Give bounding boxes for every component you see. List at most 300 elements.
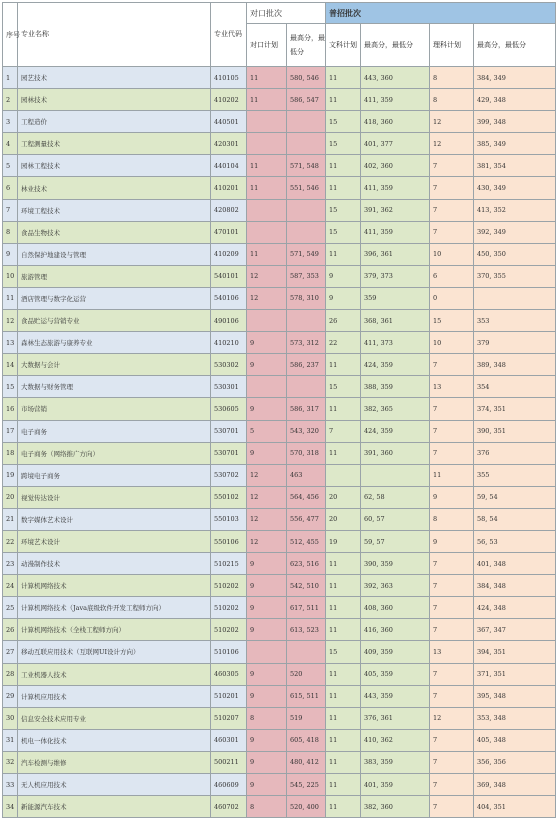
cell-dk-plan: 9 (247, 597, 287, 619)
table-row (3, 751, 556, 773)
cell-major: 工程测量技术 (18, 133, 211, 155)
cell-code: 410201 (211, 177, 247, 199)
cell-dk-plan: 8 (247, 707, 287, 729)
cell-major: 工业机器人技术 (18, 663, 211, 685)
cell-dk-plan: 12 (247, 265, 287, 287)
group-header-row (3, 3, 556, 24)
cell-lk-plan: 12 (430, 111, 474, 133)
cell-dk-score: 545, 225 (287, 774, 326, 796)
cell-dk-score: 623, 516 (287, 553, 326, 575)
table-row (3, 685, 556, 707)
cell-wk-plan: 19 (326, 530, 361, 552)
cell-code: 410202 (211, 89, 247, 111)
cell-wk-plan (326, 464, 361, 486)
cell-lk-score: 381, 354 (474, 155, 556, 177)
cell-dk-score: 586, 547 (287, 89, 326, 111)
cell-wk-plan: 15 (326, 111, 361, 133)
cell-code: 550106 (211, 530, 247, 552)
admission-table (2, 2, 556, 818)
cell-dk-score: 556, 477 (287, 508, 326, 530)
cell-lk-plan: 7 (430, 177, 474, 199)
cell-no: 9 (3, 243, 18, 265)
cell-no: 14 (3, 354, 18, 376)
cell-dk-plan: 12 (247, 508, 287, 530)
cell-lk-score: 404, 351 (474, 796, 556, 818)
cell-lk-plan: 11 (430, 464, 474, 486)
cell-wk-score: 391, 362 (361, 199, 430, 221)
cell-dk-plan: 9 (247, 729, 287, 751)
cell-code: 490106 (211, 310, 247, 332)
header-wk-plan: 文科计划 (326, 24, 361, 67)
cell-lk-plan: 7 (430, 729, 474, 751)
cell-no: 33 (3, 774, 18, 796)
cell-no: 3 (3, 111, 18, 133)
cell-dk-score: 520 (287, 663, 326, 685)
cell-code: 460301 (211, 729, 247, 751)
cell-dk-plan (247, 221, 287, 243)
cell-lk-plan: 7 (430, 221, 474, 243)
cell-major: 移动互联应用技术（互联网UI设计方向） (18, 641, 211, 663)
header-code: 专业代码 (211, 3, 247, 67)
cell-wk-score: 390, 359 (361, 553, 430, 575)
cell-code: 510202 (211, 575, 247, 597)
cell-dk-score: 571, 549 (287, 243, 326, 265)
cell-major: 园林工程技术 (18, 155, 211, 177)
cell-wk-score: 402, 360 (361, 155, 430, 177)
cell-code: 460305 (211, 663, 247, 685)
cell-lk-plan: 7 (430, 575, 474, 597)
cell-major: 计算机网络技术（Java底级软件开发工程师方向） (18, 597, 211, 619)
cell-wk-plan: 11 (326, 774, 361, 796)
table-row (3, 287, 556, 309)
cell-dk-plan: 9 (247, 751, 287, 773)
cell-no: 26 (3, 619, 18, 641)
cell-code: 540101 (211, 265, 247, 287)
cell-lk-score: 385, 349 (474, 133, 556, 155)
cell-lk-score: 389, 348 (474, 354, 556, 376)
group-header-puzhao: 普招批次 (326, 3, 556, 24)
cell-wk-plan: 7 (326, 420, 361, 442)
cell-dk-plan: 9 (247, 354, 287, 376)
table-row (3, 774, 556, 796)
cell-dk-score (287, 641, 326, 663)
cell-wk-plan: 11 (326, 796, 361, 818)
header-major: 专业名称 (18, 3, 211, 67)
cell-lk-plan: 13 (430, 641, 474, 663)
cell-no: 5 (3, 155, 18, 177)
cell-lk-plan: 8 (430, 89, 474, 111)
cell-wk-score: 409, 359 (361, 641, 430, 663)
cell-lk-score: 384, 348 (474, 575, 556, 597)
cell-major: 数字媒体艺术设计 (18, 508, 211, 530)
cell-wk-score: 368, 361 (361, 310, 430, 332)
cell-wk-plan: 9 (326, 265, 361, 287)
cell-lk-plan: 7 (430, 420, 474, 442)
cell-major: 计算机应用技术 (18, 685, 211, 707)
cell-major: 森林生态旅游与康养专业 (18, 332, 211, 354)
cell-code: 530301 (211, 376, 247, 398)
cell-code: 460702 (211, 796, 247, 818)
cell-lk-plan: 7 (430, 354, 474, 376)
cell-lk-plan: 7 (430, 774, 474, 796)
cell-major: 市场营销 (18, 398, 211, 420)
cell-lk-score: 355 (474, 464, 556, 486)
cell-dk-plan: 9 (247, 774, 287, 796)
cell-no: 32 (3, 751, 18, 773)
cell-major: 新能源汽车技术 (18, 796, 211, 818)
cell-dk-score: 617, 511 (287, 597, 326, 619)
cell-code: 530702 (211, 464, 247, 486)
cell-lk-score: 405, 348 (474, 729, 556, 751)
cell-wk-score: 62, 58 (361, 486, 430, 508)
cell-major: 电子商务（网络推广方向） (18, 442, 211, 464)
cell-lk-score: 394, 351 (474, 641, 556, 663)
cell-wk-plan: 15 (326, 376, 361, 398)
header-dk-plan: 对口计划 (247, 24, 287, 67)
cell-wk-plan: 11 (326, 354, 361, 376)
cell-dk-score: 587, 353 (287, 265, 326, 287)
table-row (3, 243, 556, 265)
cell-lk-score: 399, 348 (474, 111, 556, 133)
cell-no: 13 (3, 332, 18, 354)
cell-wk-plan: 11 (326, 751, 361, 773)
cell-dk-score (287, 111, 326, 133)
cell-no: 27 (3, 641, 18, 663)
cell-code: 420802 (211, 199, 247, 221)
table-row (3, 354, 556, 376)
cell-wk-plan: 15 (326, 641, 361, 663)
cell-no: 28 (3, 663, 18, 685)
cell-lk-score: 424, 348 (474, 597, 556, 619)
cell-code: 550102 (211, 486, 247, 508)
cell-dk-plan: 12 (247, 530, 287, 552)
cell-no: 31 (3, 729, 18, 751)
cell-wk-plan: 9 (326, 287, 361, 309)
cell-wk-plan: 11 (326, 663, 361, 685)
cell-dk-score: 613, 523 (287, 619, 326, 641)
cell-code: 540106 (211, 287, 247, 309)
table-row (3, 177, 556, 199)
cell-no: 18 (3, 442, 18, 464)
cell-no: 19 (3, 464, 18, 486)
cell-wk-plan: 20 (326, 508, 361, 530)
cell-wk-plan: 15 (326, 221, 361, 243)
cell-wk-plan: 15 (326, 199, 361, 221)
cell-lk-score: 430, 349 (474, 177, 556, 199)
cell-dk-score: 571, 548 (287, 155, 326, 177)
cell-dk-score: 480, 412 (287, 751, 326, 773)
cell-dk-plan: 11 (247, 67, 287, 89)
cell-dk-score: 519 (287, 707, 326, 729)
cell-major: 食品贮运与营销专业 (18, 310, 211, 332)
cell-dk-plan (247, 310, 287, 332)
cell-code: 410210 (211, 332, 247, 354)
cell-lk-score: 353, 348 (474, 707, 556, 729)
cell-major: 林业技术 (18, 177, 211, 199)
cell-major: 工程造价 (18, 111, 211, 133)
cell-code: 410209 (211, 243, 247, 265)
cell-dk-score: 580, 546 (287, 67, 326, 89)
table-row (3, 707, 556, 729)
cell-code: 510201 (211, 685, 247, 707)
cell-code: 510215 (211, 553, 247, 575)
cell-dk-plan: 5 (247, 420, 287, 442)
table-row (3, 221, 556, 243)
cell-dk-plan: 9 (247, 332, 287, 354)
header-no: 序号 (3, 3, 18, 67)
table-row (3, 619, 556, 641)
cell-code: 530701 (211, 442, 247, 464)
table-row (3, 199, 556, 221)
cell-code: 500211 (211, 751, 247, 773)
table-row (3, 111, 556, 133)
cell-wk-score: 408, 360 (361, 597, 430, 619)
cell-major: 计算机网络技术 (18, 575, 211, 597)
cell-major: 大数据与会计 (18, 354, 211, 376)
table-row (3, 796, 556, 818)
cell-dk-score: 570, 318 (287, 442, 326, 464)
group-header-duikou: 对口批次 (247, 3, 326, 24)
cell-wk-score: 391, 360 (361, 442, 430, 464)
cell-lk-score: 354 (474, 376, 556, 398)
table-row (3, 89, 556, 111)
cell-code: 410105 (211, 67, 247, 89)
cell-lk-score (474, 287, 556, 309)
header-lk-plan: 理科计划 (430, 24, 474, 67)
cell-no: 21 (3, 508, 18, 530)
cell-wk-score: 379, 373 (361, 265, 430, 287)
cell-no: 22 (3, 530, 18, 552)
cell-major: 机电一体化技术 (18, 729, 211, 751)
cell-no: 1 (3, 67, 18, 89)
cell-wk-score: 405, 359 (361, 663, 430, 685)
table-row (3, 67, 556, 89)
cell-no: 16 (3, 398, 18, 420)
cell-code: 460609 (211, 774, 247, 796)
cell-wk-score: 411, 359 (361, 89, 430, 111)
cell-no: 11 (3, 287, 18, 309)
cell-lk-score: 58, 54 (474, 508, 556, 530)
cell-major: 自然保护地建设与管理 (18, 243, 211, 265)
table-row (3, 310, 556, 332)
cell-major: 计算机网络技术（全栈工程师方向） (18, 619, 211, 641)
cell-major: 环境工程技术 (18, 199, 211, 221)
cell-major: 动漫制作技术 (18, 553, 211, 575)
cell-lk-plan: 7 (430, 751, 474, 773)
cell-lk-plan: 0 (430, 287, 474, 309)
cell-lk-plan: 7 (430, 597, 474, 619)
cell-no: 25 (3, 597, 18, 619)
cell-code: 470101 (211, 221, 247, 243)
cell-wk-score: 411, 359 (361, 221, 430, 243)
cell-wk-plan: 11 (326, 575, 361, 597)
cell-no: 7 (3, 199, 18, 221)
cell-dk-plan: 9 (247, 398, 287, 420)
cell-lk-plan: 8 (430, 508, 474, 530)
table-row (3, 332, 556, 354)
cell-lk-score: 401, 348 (474, 553, 556, 575)
table-row (3, 486, 556, 508)
cell-major: 食品生物技术 (18, 221, 211, 243)
table-row (3, 663, 556, 685)
cell-major: 视觉传达设计 (18, 486, 211, 508)
cell-lk-plan: 13 (430, 376, 474, 398)
cell-wk-score: 382, 360 (361, 796, 430, 818)
cell-lk-plan: 10 (430, 243, 474, 265)
cell-dk-plan: 11 (247, 89, 287, 111)
cell-code: 420301 (211, 133, 247, 155)
cell-wk-plan: 11 (326, 89, 361, 111)
header-dk-score: 最高分，最低分 (287, 24, 326, 67)
cell-dk-plan: 12 (247, 464, 287, 486)
cell-no: 15 (3, 376, 18, 398)
table-row (3, 155, 556, 177)
cell-no: 8 (3, 221, 18, 243)
cell-dk-score: 543, 320 (287, 420, 326, 442)
cell-lk-score: 384, 349 (474, 67, 556, 89)
table-row (3, 575, 556, 597)
cell-dk-plan: 9 (247, 619, 287, 641)
cell-dk-score: 551, 546 (287, 177, 326, 199)
cell-no: 6 (3, 177, 18, 199)
cell-lk-plan: 10 (430, 332, 474, 354)
cell-dk-plan (247, 133, 287, 155)
cell-dk-plan: 11 (247, 243, 287, 265)
cell-wk-plan: 11 (326, 597, 361, 619)
cell-dk-score: 512, 455 (287, 530, 326, 552)
cell-dk-plan (247, 111, 287, 133)
cell-major: 酒店管理与数字化运营 (18, 287, 211, 309)
cell-wk-score: 410, 362 (361, 729, 430, 751)
cell-code: 510207 (211, 707, 247, 729)
cell-dk-plan: 9 (247, 553, 287, 575)
cell-wk-plan: 20 (326, 486, 361, 508)
cell-no: 17 (3, 420, 18, 442)
cell-major: 跨境电子商务 (18, 464, 211, 486)
cell-dk-plan: 9 (247, 663, 287, 685)
cell-lk-plan: 7 (430, 553, 474, 575)
cell-lk-plan: 7 (430, 619, 474, 641)
cell-no: 23 (3, 553, 18, 575)
table-row (3, 420, 556, 442)
cell-major: 电子商务 (18, 420, 211, 442)
table-row (3, 464, 556, 486)
cell-lk-plan: 7 (430, 663, 474, 685)
cell-code: 550103 (211, 508, 247, 530)
cell-dk-plan (247, 199, 287, 221)
cell-dk-score (287, 221, 326, 243)
cell-wk-score: 401, 359 (361, 774, 430, 796)
cell-lk-score: 367, 347 (474, 619, 556, 641)
cell-major: 大数据与财务管理 (18, 376, 211, 398)
cell-lk-score: 395, 348 (474, 685, 556, 707)
table-row (3, 553, 556, 575)
cell-wk-score: 383, 359 (361, 751, 430, 773)
cell-no: 29 (3, 685, 18, 707)
cell-no: 10 (3, 265, 18, 287)
cell-wk-plan: 22 (326, 332, 361, 354)
cell-wk-score: 443, 360 (361, 67, 430, 89)
cell-wk-plan: 11 (326, 707, 361, 729)
cell-lk-score: 390, 351 (474, 420, 556, 442)
cell-code: 510202 (211, 597, 247, 619)
cell-lk-plan: 7 (430, 199, 474, 221)
cell-major: 信息安全技术应用专业 (18, 707, 211, 729)
cell-dk-score: 586, 317 (287, 398, 326, 420)
cell-no: 20 (3, 486, 18, 508)
cell-major: 园林技术 (18, 89, 211, 111)
cell-code: 530302 (211, 354, 247, 376)
cell-lk-score: 353 (474, 310, 556, 332)
cell-major: 汽车检测与维修 (18, 751, 211, 773)
cell-wk-score: 392, 363 (361, 575, 430, 597)
cell-wk-score: 376, 361 (361, 707, 430, 729)
cell-no: 2 (3, 89, 18, 111)
cell-wk-plan: 26 (326, 310, 361, 332)
cell-major: 旅游管理 (18, 265, 211, 287)
cell-dk-score: 578, 310 (287, 287, 326, 309)
table-row (3, 398, 556, 420)
table-row (3, 376, 556, 398)
header-wk-score: 最高分，最低分 (361, 24, 430, 67)
cell-dk-score (287, 133, 326, 155)
table-row (3, 265, 556, 287)
cell-wk-score: 401, 377 (361, 133, 430, 155)
cell-no: 12 (3, 310, 18, 332)
cell-lk-score: 450, 350 (474, 243, 556, 265)
cell-lk-score: 56, 53 (474, 530, 556, 552)
table-row (3, 133, 556, 155)
table-row (3, 729, 556, 751)
cell-wk-score: 411, 373 (361, 332, 430, 354)
cell-no: 24 (3, 575, 18, 597)
cell-lk-score: 429, 348 (474, 89, 556, 111)
cell-no: 4 (3, 133, 18, 155)
cell-lk-score: 370, 355 (474, 265, 556, 287)
cell-dk-plan (247, 641, 287, 663)
cell-no: 34 (3, 796, 18, 818)
cell-wk-score: 382, 365 (361, 398, 430, 420)
cell-code: 530605 (211, 398, 247, 420)
cell-lk-plan: 7 (430, 442, 474, 464)
cell-code: 440104 (211, 155, 247, 177)
cell-dk-score: 520, 400 (287, 796, 326, 818)
cell-lk-plan: 7 (430, 796, 474, 818)
header-lk-score: 最高分，最低分 (474, 24, 556, 67)
cell-wk-score: 396, 361 (361, 243, 430, 265)
cell-dk-plan: 11 (247, 177, 287, 199)
cell-lk-plan: 7 (430, 685, 474, 707)
cell-dk-score (287, 376, 326, 398)
cell-code: 530701 (211, 420, 247, 442)
cell-dk-score (287, 199, 326, 221)
cell-major: 环境艺术设计 (18, 530, 211, 552)
cell-dk-score: 605, 418 (287, 729, 326, 751)
cell-wk-score: 411, 359 (361, 177, 430, 199)
cell-wk-plan: 11 (326, 155, 361, 177)
cell-lk-score: 374, 351 (474, 398, 556, 420)
cell-dk-plan: 12 (247, 287, 287, 309)
cell-lk-plan: 9 (430, 530, 474, 552)
cell-wk-score: 424, 359 (361, 420, 430, 442)
cell-code: 510202 (211, 619, 247, 641)
cell-wk-plan: 15 (326, 133, 361, 155)
cell-wk-plan: 11 (326, 398, 361, 420)
cell-wk-score: 416, 360 (361, 619, 430, 641)
cell-dk-plan: 11 (247, 155, 287, 177)
cell-lk-plan: 15 (430, 310, 474, 332)
cell-lk-plan: 12 (430, 707, 474, 729)
